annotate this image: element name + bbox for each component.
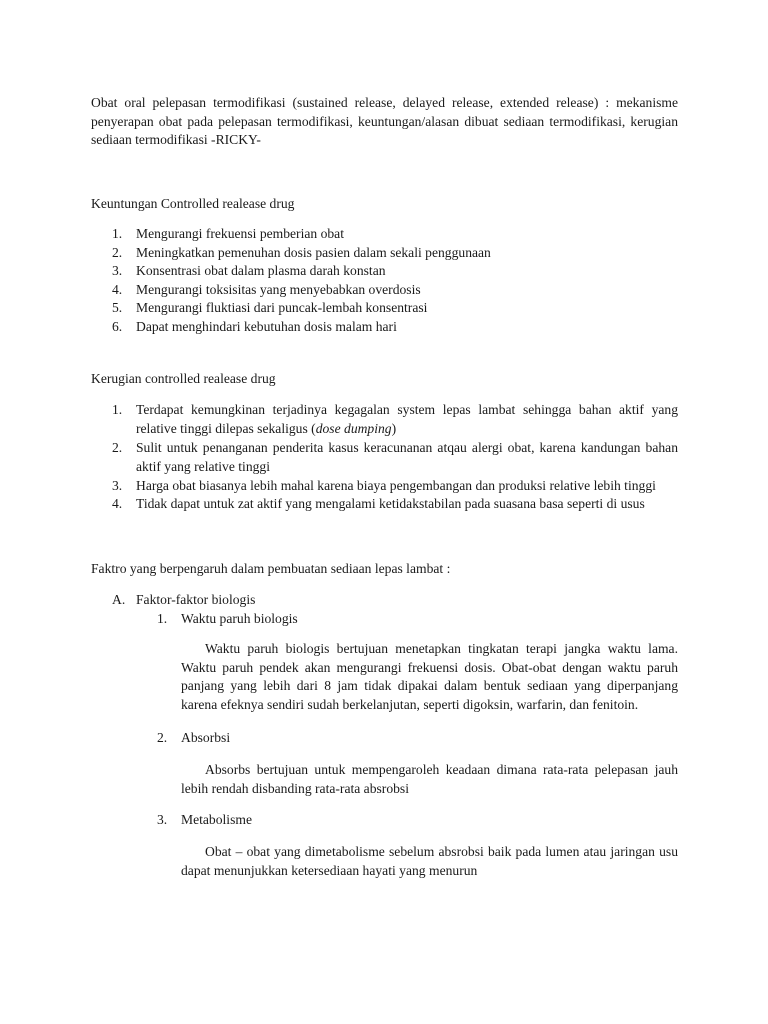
dose-dumping-term: dose dumping <box>315 420 392 436</box>
list-number: 2. <box>112 245 123 260</box>
list-number: 5. <box>112 300 123 315</box>
list-number: 6. <box>112 319 123 334</box>
paragraph-line: Waktu paruh pendek akan mengurangi frekuensi dosis. Obat-obat dengan waktu paruh <box>181 659 678 675</box>
list-text: Mengurangi fluktiasi dari puncak-lembah konsentrasi <box>136 300 428 315</box>
paragraph-line: Absorbs bertujuan untuk mempengaroleh keadaan dimana rata-rata pelepasan jauh <box>205 762 678 777</box>
paragraph-line: Waktu paruh biologis bertujuan menetapkan tingkatan terapi jangka waktu lama. <box>205 641 678 656</box>
paragraph-line: dapat menunjukkan ketersediaan hayati yang menurun <box>181 862 478 878</box>
intro-line-2: penyerapan obat pada pelepasan termodifikasi, keuntungan/alasan dibuat sediaan termodifikasi, kerugian <box>91 113 678 129</box>
list-text-line: Terdapat kemungkinan terjadinya kegagalan system lepas lambat sehingga bahan aktif yang <box>136 402 678 417</box>
list-number: 1. <box>112 226 123 241</box>
sub-number: 3. <box>157 812 168 827</box>
paragraph-line: lebih rendah disbanding rata-rata absrobsi <box>181 780 409 796</box>
list-text <box>136 439 678 476</box>
list-letter: A. <box>112 592 126 607</box>
sub-number: 1. <box>157 611 168 626</box>
sub-number: 2. <box>157 730 168 745</box>
list-text-fragment: relative tinggi dilepas sekaligus ( <box>136 420 316 436</box>
list-number: 2. <box>112 440 123 455</box>
paragraph-line: karena efeknya sendiri sudah berkelanjutan, seperti digoksin, warfarin, dan fenitoin. <box>181 696 639 712</box>
paragraph-line: Obat – obat yang dimetabolisme sebelum absrobsi baik pada lumen atau jaringan usu <box>205 844 678 859</box>
list-number: 4. <box>112 496 123 511</box>
list-text-fragment: ) <box>391 420 397 436</box>
keuntungan-list <box>91 225 678 345</box>
faktor-heading: Faktro yang berpengaruh dalam pembuatan sediaan lepas lambat : <box>91 561 451 576</box>
list-text-line: aktif yang relative tinggi <box>136 458 271 474</box>
list-text: Mengurangi frekuensi pemberian obat <box>136 226 344 241</box>
list-text: Mengurangi toksisitas yang menyebabkan overdosis <box>136 282 421 297</box>
keuntungan-heading: Keuntungan Controlled realease drug <box>91 196 295 211</box>
list-text: Tidak dapat untuk zat aktif yang mengalami ketidakstabilan pada suasana basa seperti di usus <box>136 496 645 511</box>
list-number: 3. <box>112 263 123 278</box>
sub-title: Waktu paruh biologis <box>181 611 298 626</box>
intro-line-1: Obat oral pelepasan termodifikasi (sustained release, delayed release, extended release) : mekanisme <box>91 95 678 110</box>
list-number: 1. <box>112 402 123 417</box>
list-text: Meningkatkan pemenuhan dosis pasien dalam sekali penggunaan <box>136 245 491 260</box>
waktu-paruh-paragraph <box>181 640 678 714</box>
list-text: Dapat menghindari kebutuhan dosis malam hari <box>136 319 397 334</box>
kerugian-heading: Kerugian controlled realease drug <box>91 371 276 386</box>
intro-line-3: sediaan termodifikasi -RICKY- <box>91 132 261 148</box>
list-text: Faktor-faktor biologis <box>136 592 256 607</box>
list-text: Konsentrasi obat dalam plasma darah konstan <box>136 263 386 278</box>
list-number: 3. <box>112 478 123 493</box>
list-number: 4. <box>112 282 123 297</box>
list-text-line <box>136 420 678 439</box>
absorbsi-paragraph <box>181 761 678 798</box>
intro-paragraph <box>91 94 678 150</box>
list-text-line: Sulit untuk penanganan penderita kasus keracunanan atqau alergi obat, karena kandungan bahan <box>136 440 678 455</box>
list-text: Harga obat biasanya lebih mahal karena biaya pengembangan dan produksi relative lebih tinggi <box>136 478 656 493</box>
sub-title: Metabolisme <box>181 812 252 827</box>
list-text <box>136 401 678 438</box>
paragraph-line: panjang yang lebih dari 8 jam tidak dipakai dalam bentuk sediaan yang diperpanjang <box>181 678 678 694</box>
faktor-section <box>91 591 678 891</box>
metabolisme-paragraph <box>181 843 678 880</box>
sub-title: Absorbsi <box>181 730 231 745</box>
kerugian-list <box>91 401 678 521</box>
